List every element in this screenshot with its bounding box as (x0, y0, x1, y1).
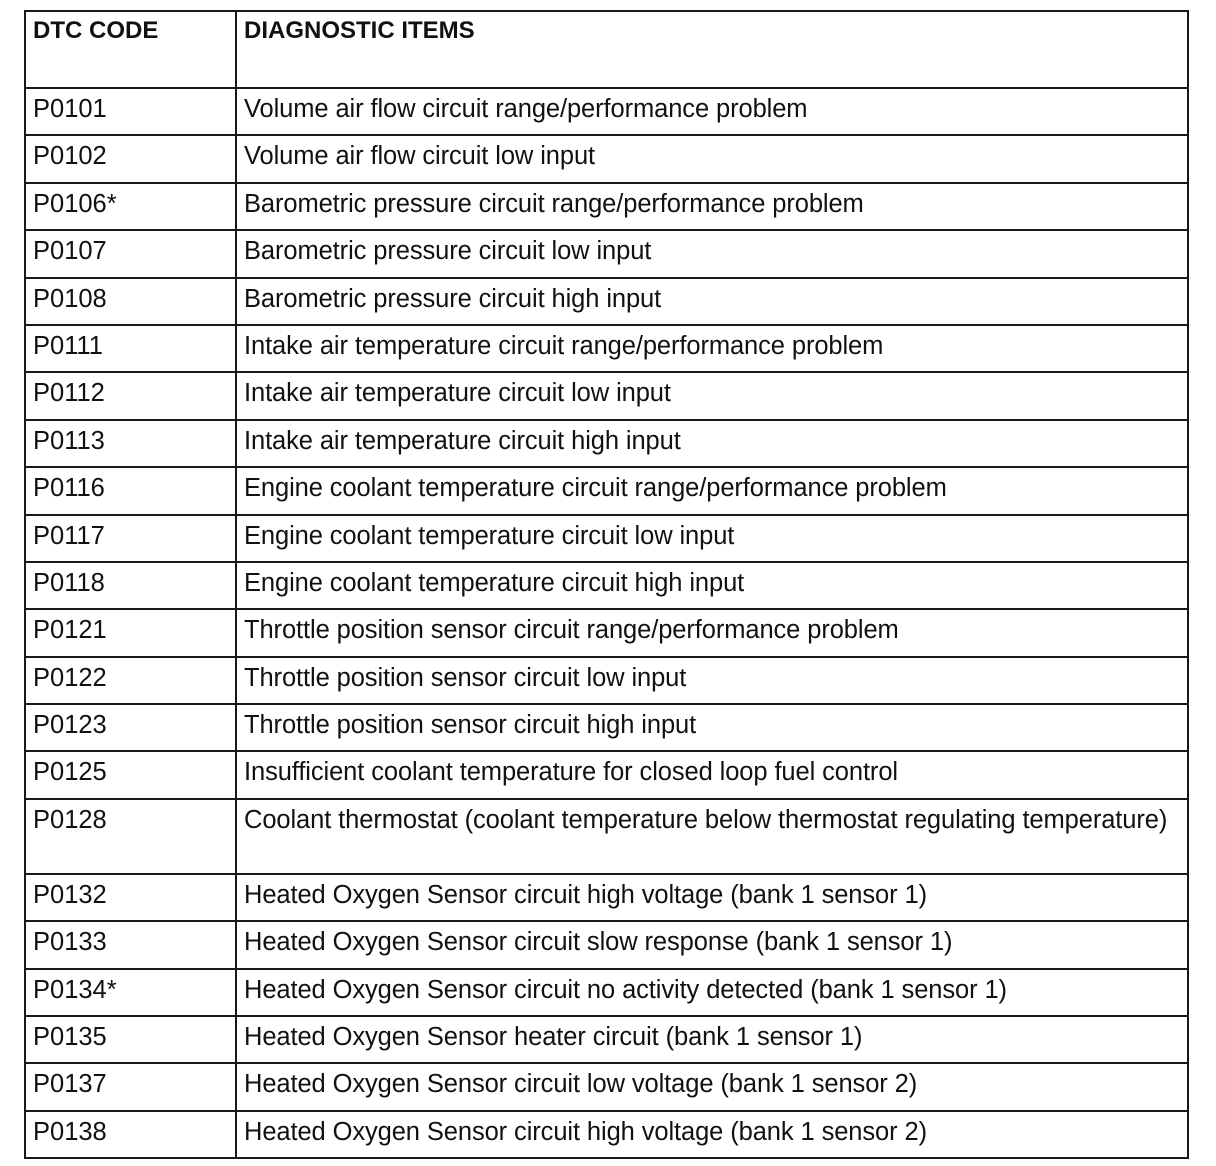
table-row (25, 562, 1188, 609)
table-row (25, 135, 1188, 182)
diagnostic-item-cell: Volume air flow circuit low input (236, 135, 1188, 182)
diagnostic-item-cell: Throttle position sensor circuit range/performance problem (236, 609, 1188, 656)
diagnostic-item-cell: Volume air flow circuit range/performance problem (236, 88, 1188, 135)
table-header-row (25, 11, 1188, 88)
table-row (25, 609, 1188, 656)
dtc-code-cell: P0134* (25, 969, 236, 1016)
diagnostic-item-cell: Barometric pressure circuit high input (236, 278, 1188, 325)
table-row (25, 230, 1188, 277)
dtc-code-cell: P0113 (25, 420, 236, 467)
dtc-code-cell: P0106* (25, 183, 236, 230)
table-row (25, 467, 1188, 514)
diagnostic-item-cell: Heated Oxygen Sensor circuit no activity detected (bank 1 sensor 1) (236, 969, 1188, 1016)
dtc-table (24, 10, 1189, 1159)
diagnostic-item-cell: Throttle position sensor circuit low input (236, 657, 1188, 704)
table-row (25, 799, 1188, 874)
diagnostic-item-cell: Heated Oxygen Sensor circuit high voltage (bank 1 sensor 1) (236, 874, 1188, 921)
dtc-code-cell: P0121 (25, 609, 236, 656)
dtc-code-cell: P0123 (25, 704, 236, 751)
table-row (25, 1016, 1188, 1063)
diagnostic-item-cell: Heated Oxygen Sensor circuit high voltage (bank 1 sensor 2) (236, 1111, 1188, 1158)
dtc-code-cell: P0132 (25, 874, 236, 921)
diagnostic-item-cell: Heated Oxygen Sensor circuit slow response (bank 1 sensor 1) (236, 921, 1188, 968)
table-row (25, 183, 1188, 230)
table-row (25, 1111, 1188, 1158)
diagnostic-item-cell: Insufficient coolant temperature for closed loop fuel control (236, 751, 1188, 798)
header-dtc-code: DTC CODE (25, 11, 236, 88)
dtc-code-cell: P0128 (25, 799, 236, 874)
dtc-code-cell: P0102 (25, 135, 236, 182)
diagnostic-item-cell: Coolant thermostat (coolant temperature below thermostat regulating temperature) (236, 799, 1188, 874)
dtc-code-cell: P0117 (25, 515, 236, 562)
dtc-code-cell: P0137 (25, 1063, 236, 1110)
diagnostic-item-cell: Engine coolant temperature circuit range/performance problem (236, 467, 1188, 514)
table-row (25, 88, 1188, 135)
diagnostic-item-cell: Intake air temperature circuit low input (236, 372, 1188, 419)
diagnostic-item-cell: Intake air temperature circuit high input (236, 420, 1188, 467)
dtc-code-cell: P0118 (25, 562, 236, 609)
dtc-code-cell: P0111 (25, 325, 236, 372)
header-diagnostic-items: DIAGNOSTIC ITEMS (236, 11, 1188, 88)
diagnostic-item-cell: Heated Oxygen Sensor circuit low voltage (bank 1 sensor 2) (236, 1063, 1188, 1110)
diagnostic-item-cell: Throttle position sensor circuit high input (236, 704, 1188, 751)
dtc-code-cell: P0135 (25, 1016, 236, 1063)
diagnostic-item-cell: Barometric pressure circuit low input (236, 230, 1188, 277)
dtc-code-cell: P0116 (25, 467, 236, 514)
diagnostic-item-cell: Intake air temperature circuit range/performance problem (236, 325, 1188, 372)
table-row (25, 1063, 1188, 1110)
table-row (25, 515, 1188, 562)
dtc-code-cell: P0122 (25, 657, 236, 704)
dtc-code-cell: P0101 (25, 88, 236, 135)
table-row (25, 420, 1188, 467)
table-row (25, 278, 1188, 325)
table-row (25, 874, 1188, 921)
dtc-code-cell: P0138 (25, 1111, 236, 1158)
dtc-code-cell: P0107 (25, 230, 236, 277)
diagnostic-item-cell: Engine coolant temperature circuit high input (236, 562, 1188, 609)
diagnostic-item-cell: Barometric pressure circuit range/performance problem (236, 183, 1188, 230)
table-row (25, 704, 1188, 751)
dtc-code-cell: P0133 (25, 921, 236, 968)
diagnostic-item-cell: Heated Oxygen Sensor heater circuit (bank 1 sensor 1) (236, 1016, 1188, 1063)
dtc-code-cell: P0108 (25, 278, 236, 325)
table-row (25, 921, 1188, 968)
diagnostic-item-cell: Engine coolant temperature circuit low input (236, 515, 1188, 562)
dtc-code-cell: P0112 (25, 372, 236, 419)
table-row (25, 657, 1188, 704)
dtc-code-cell: P0125 (25, 751, 236, 798)
table-row (25, 372, 1188, 419)
table-row (25, 969, 1188, 1016)
table-row (25, 751, 1188, 798)
table-row (25, 325, 1188, 372)
